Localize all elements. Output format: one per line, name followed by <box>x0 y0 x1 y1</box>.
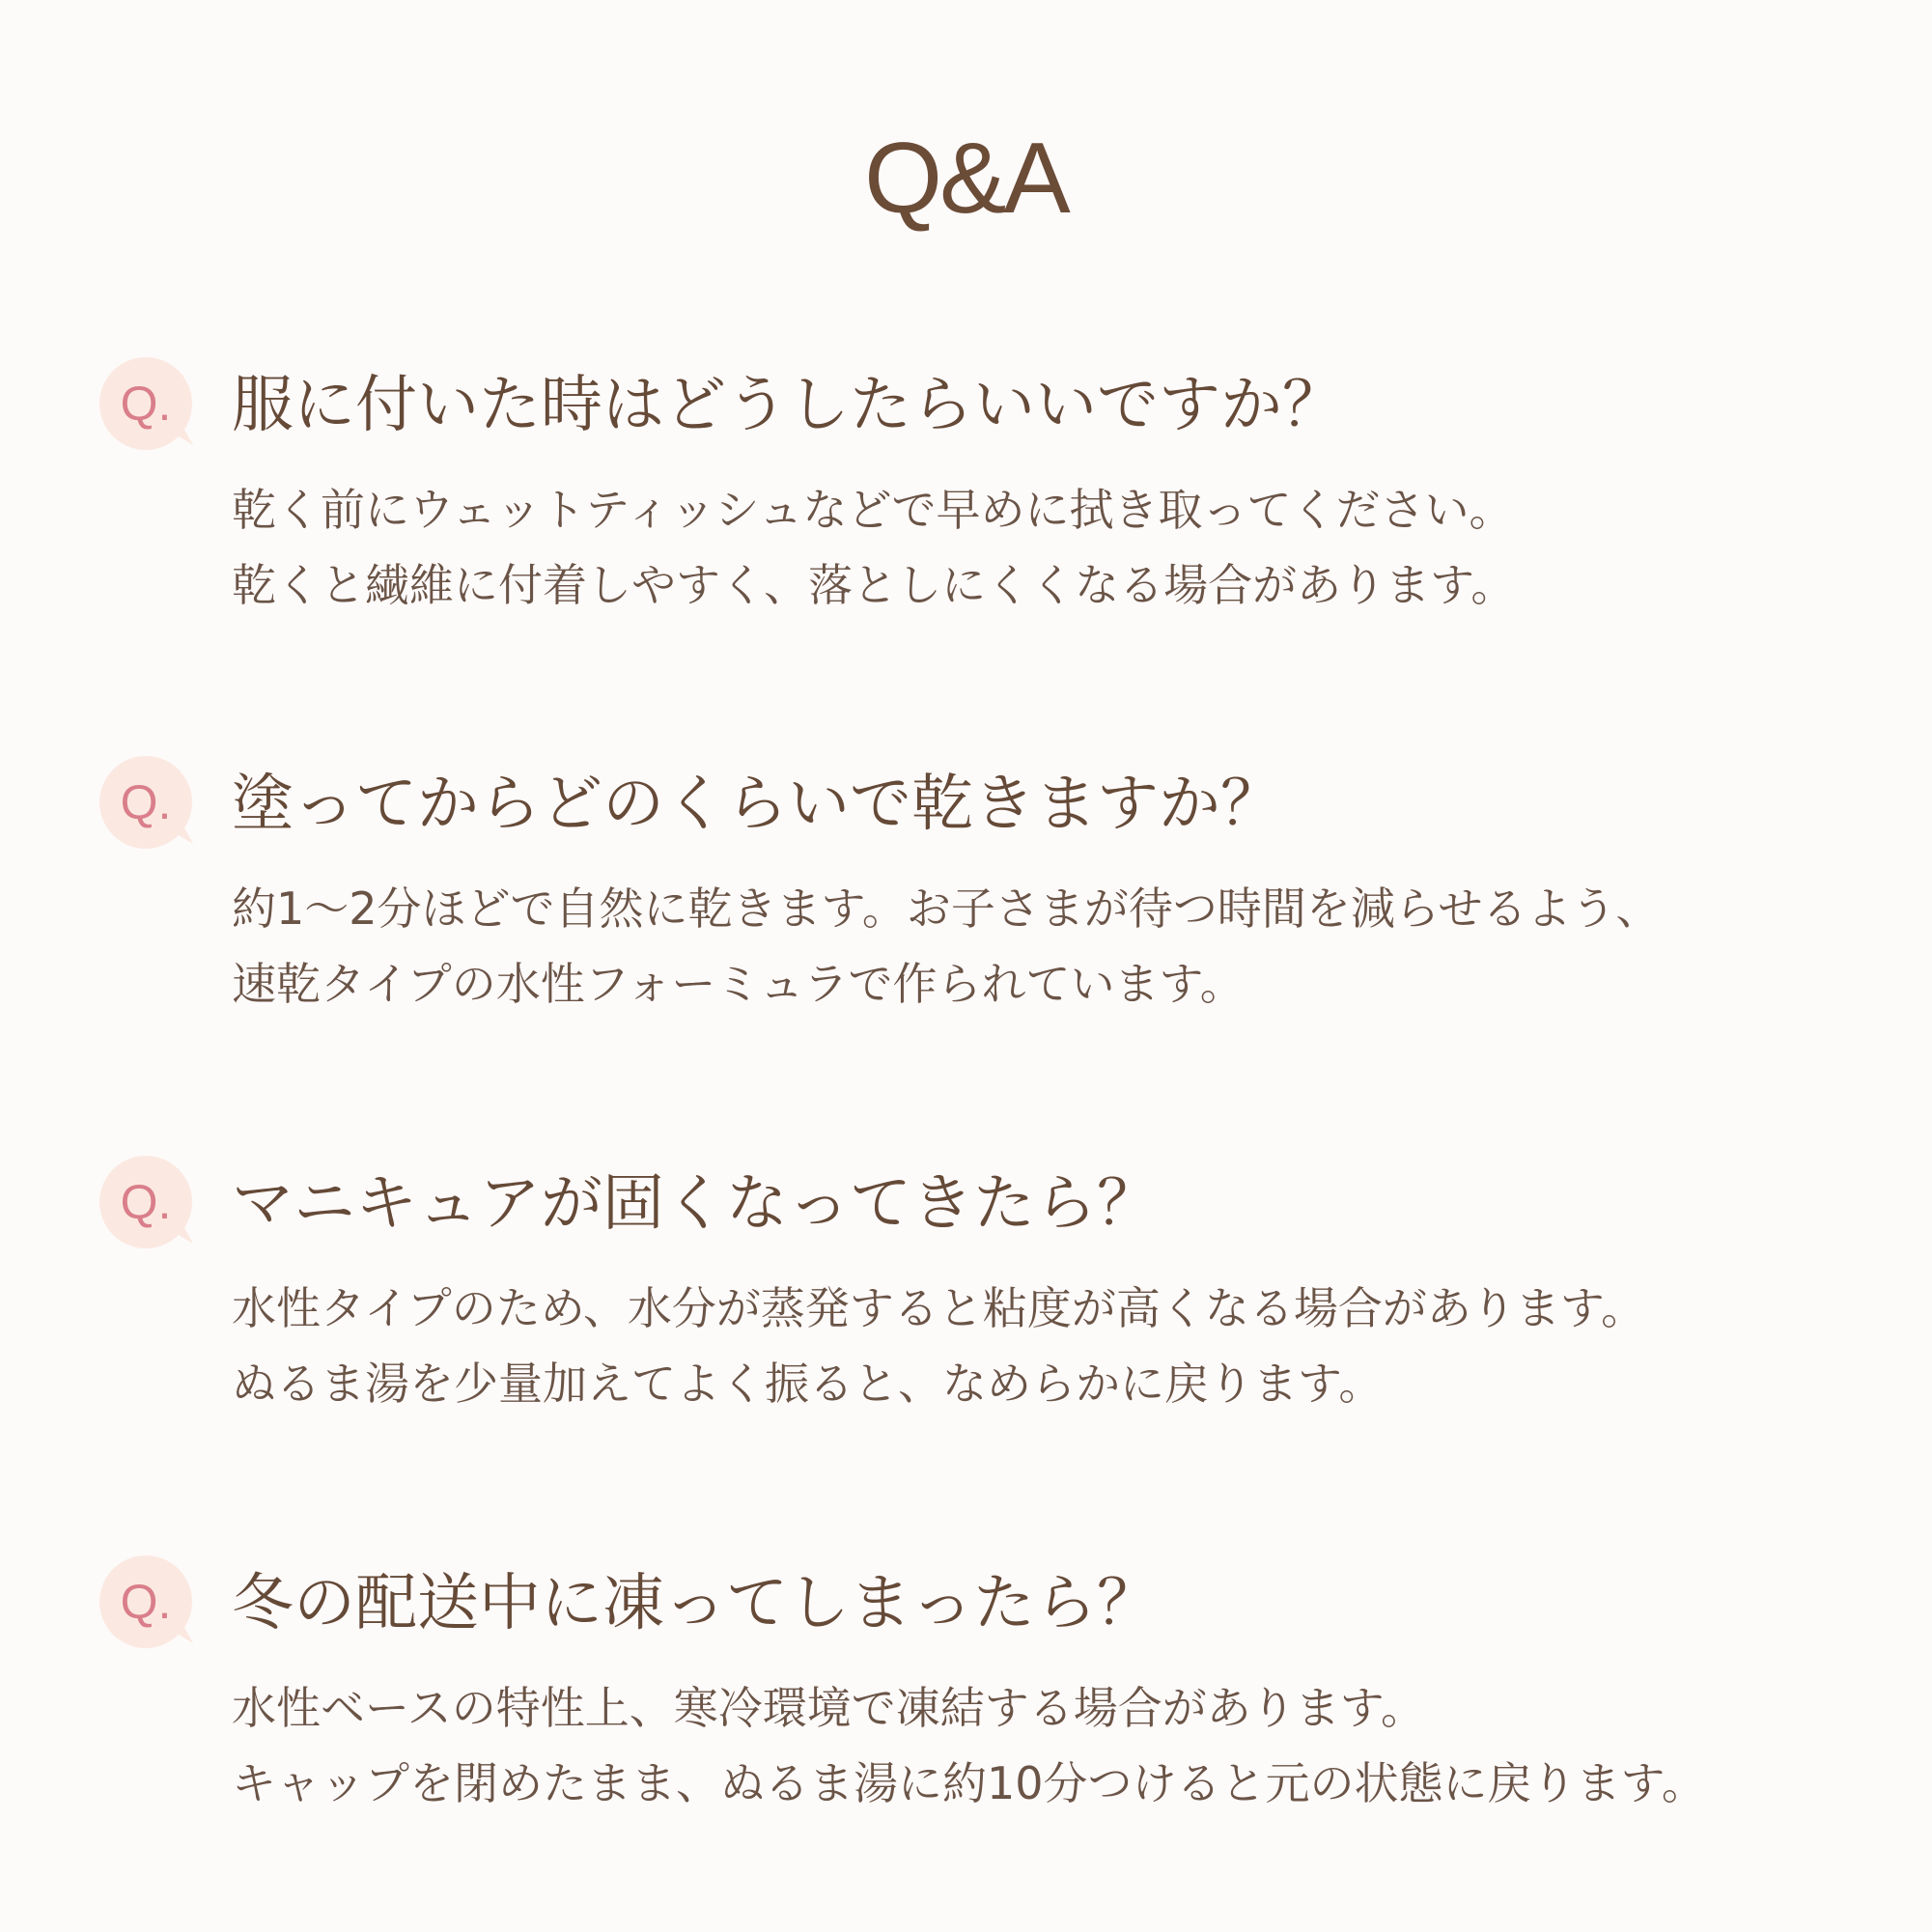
question-badge-icon <box>98 755 193 850</box>
qa-item <box>0 1151 1932 1441</box>
question-badge-label: Q. <box>120 1175 172 1229</box>
answer-text <box>232 472 1892 623</box>
answer-line: 乾く前にウェットティッシュなどで早めに拭き取ってください。 <box>232 484 1514 536</box>
qa-item <box>0 352 1932 642</box>
answer-text <box>232 1670 1892 1821</box>
answer-line: 約1～2分ほどで自然に乾きます。お子さまが待つ時間を減らせるよう、 <box>232 882 1661 935</box>
answer-text <box>232 871 1892 1022</box>
qa-item <box>0 1551 1932 1840</box>
question-badge-label: Q. <box>120 377 172 431</box>
answer-line: ぬるま湯を少量加えてよく振ると、なめらかに戻ります。 <box>232 1358 1384 1410</box>
question-badge-icon <box>98 356 193 451</box>
qa-item <box>0 751 1932 1041</box>
question-text: 冬の配送中に凍ってしまったら？ <box>232 1568 1159 1639</box>
answer-line: 水性タイプのため、水分が蒸発すると粘度が高くなる場合があります。 <box>232 1282 1646 1334</box>
question-badge-icon <box>98 1155 193 1249</box>
question-text: 服に付いた時はどうしたらいいですか？ <box>232 370 1344 441</box>
answer-line: キャップを閉めたまま、ぬるま湯に約10分つけると元の状態に戻ります。 <box>232 1757 1706 1809</box>
answer-line: 水性ベースの特性上、寒冷環境で凍結する場合があります。 <box>232 1682 1426 1734</box>
question-text: マニキュアが固くなってきたら？ <box>232 1168 1159 1240</box>
question-badge-icon <box>98 1554 193 1649</box>
answer-line: 速乾タイプの水性フォーミュラで作られています。 <box>232 958 1245 1010</box>
question-text: 塗ってからどのくらいで乾きますか？ <box>232 769 1282 840</box>
page-title: Q&A <box>864 123 1068 235</box>
question-badge-label: Q. <box>120 775 172 829</box>
question-badge-label: Q. <box>120 1575 172 1629</box>
answer-text <box>232 1271 1892 1421</box>
answer-line: 乾くと繊維に付着しやすく、落としにくくなる場合があります。 <box>232 559 1516 611</box>
